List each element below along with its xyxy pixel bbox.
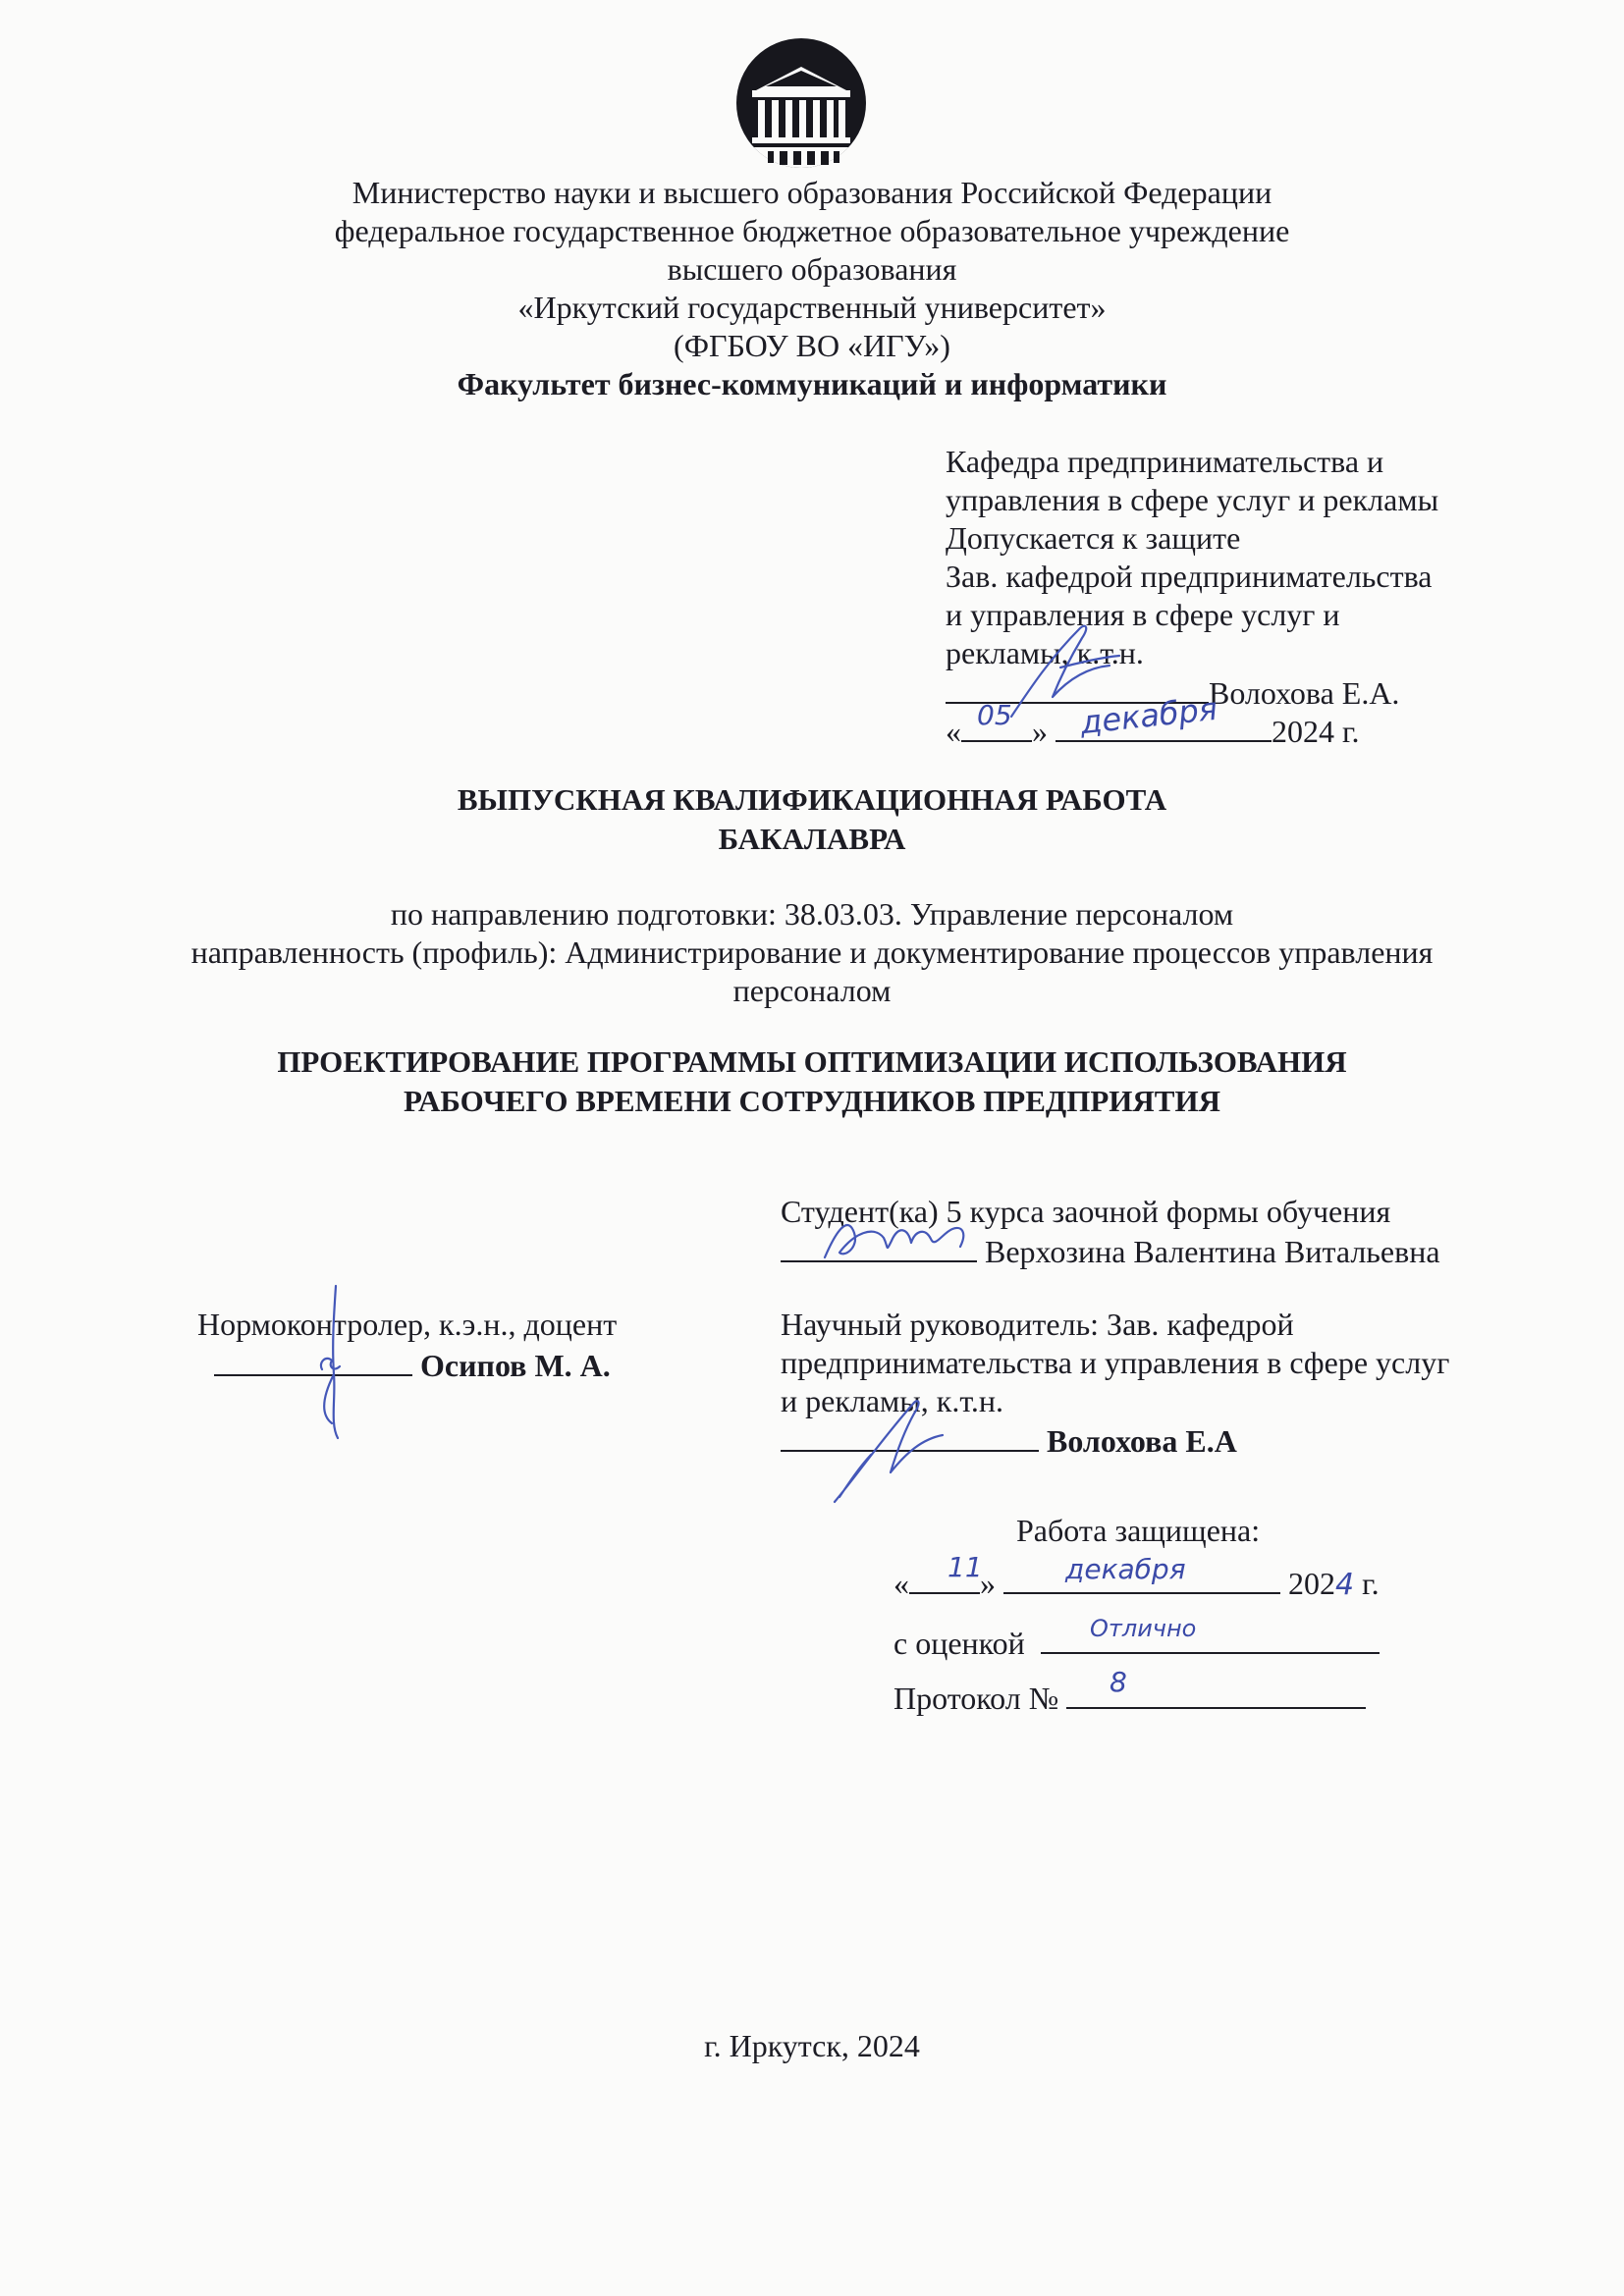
quote-open: « xyxy=(946,714,961,749)
defense-day-handwritten: 11 xyxy=(947,1551,983,1583)
faculty-name: Факультет бизнес-коммуникаций и информатики xyxy=(457,366,1167,401)
student-label: Студент(ка) 5 курса заочной формы обучения xyxy=(781,1194,1391,1229)
defense-year-digit-handwritten: 4 xyxy=(1335,1568,1355,1602)
admitted-to-defense: Допускается к защите xyxy=(946,520,1241,556)
supervisor-line-3: и рекламы, к.т.н. xyxy=(781,1383,1004,1418)
supervisor-line-2: предпринимательства и управления в сфере услуг xyxy=(781,1345,1450,1380)
supervisor-line-1: Научный руководитель: Зав. кафедрой xyxy=(781,1307,1294,1342)
university-emblem xyxy=(723,29,880,169)
education-level: высшего образования xyxy=(667,251,957,287)
normcontrol-signature-line xyxy=(214,1345,611,1385)
normcontrol-signature xyxy=(295,1276,373,1443)
student-name: Верхозина Валентина Витальевна xyxy=(985,1234,1440,1269)
quote-open: « xyxy=(893,1566,909,1601)
profile-line-1: направленность (профиль): Администрирование и документирование процессов управления xyxy=(190,934,1434,970)
defense-year-prefix: 202 xyxy=(1288,1566,1335,1601)
defense-year-suffix: г. xyxy=(1354,1566,1380,1601)
university-name: «Иркутский государственный университет» xyxy=(517,290,1107,325)
protocol-label: Протокол № xyxy=(893,1681,1059,1716)
supervisor-signature xyxy=(820,1374,977,1512)
grade-label: с оценкой xyxy=(893,1626,1025,1661)
approval-day-handwritten: 05 xyxy=(977,699,1012,731)
defense-title: Работа защищена: xyxy=(1016,1513,1261,1548)
defense-month-handwritten: декабря xyxy=(1065,1553,1186,1585)
supervisor-name: Волохова Е.А xyxy=(1047,1423,1237,1459)
university-abbreviation: (ФГБОУ ВО «ИГУ») xyxy=(674,328,950,363)
city-year: г. Иркутск, 2024 xyxy=(704,2028,920,2063)
topic-line-2: РАБОЧЕГО ВРЕМЕНИ СОТРУДНИКОВ ПРЕДПРИЯТИЯ xyxy=(404,1084,1220,1118)
protocol-number-handwritten: 8 xyxy=(1110,1666,1127,1698)
department-line-1: Кафедра предпринимательства и xyxy=(946,444,1384,479)
ministry-name: Министерство науки и высшего образования Российской Федерации xyxy=(352,175,1272,210)
head-title-line-3: рекламы, к.т.н. xyxy=(946,635,1144,670)
quote-close: » xyxy=(1032,714,1048,749)
approval-year: 2024 г. xyxy=(1272,714,1360,749)
grade-handwritten: Отлично xyxy=(1090,1615,1197,1642)
topic-line-1: ПРОЕКТИРОВАНИЕ ПРОГРАММЫ ОПТИМИЗАЦИИ ИСПОЛЬЗОВАНИЯ xyxy=(277,1044,1347,1079)
approval-month-handwritten: декабря xyxy=(1078,689,1219,742)
work-type-line-1: ВЫПУСКНАЯ КВАЛИФИКАЦИОННАЯ РАБОТА xyxy=(457,782,1167,817)
department-line-2: управления в сфере услуг и рекламы xyxy=(946,482,1439,517)
normcontrol-name: Осипов М. А. xyxy=(420,1348,611,1383)
direction: по направлению подготовки: 38.03.03. Управление персоналом xyxy=(390,896,1234,932)
head-name: Волохова Е.А. xyxy=(1209,675,1400,711)
head-title-line-1: Зав. кафедрой предпринимательства xyxy=(946,559,1433,594)
head-signature xyxy=(992,609,1139,726)
normcontrol-label: Нормоконтролер, к.э.н., доцент xyxy=(197,1307,618,1342)
head-title-line-2: и управления в сфере услуг и xyxy=(946,597,1340,632)
institution-type: федеральное государственное бюджетное образовательное учреждение xyxy=(334,213,1290,248)
quote-close: » xyxy=(980,1566,996,1601)
student-signature xyxy=(815,1203,982,1272)
work-type-line-2: БАКАЛАВРА xyxy=(718,822,906,856)
protocol-line xyxy=(893,1678,1366,1718)
profile-line-2: персоналом xyxy=(732,973,892,1008)
